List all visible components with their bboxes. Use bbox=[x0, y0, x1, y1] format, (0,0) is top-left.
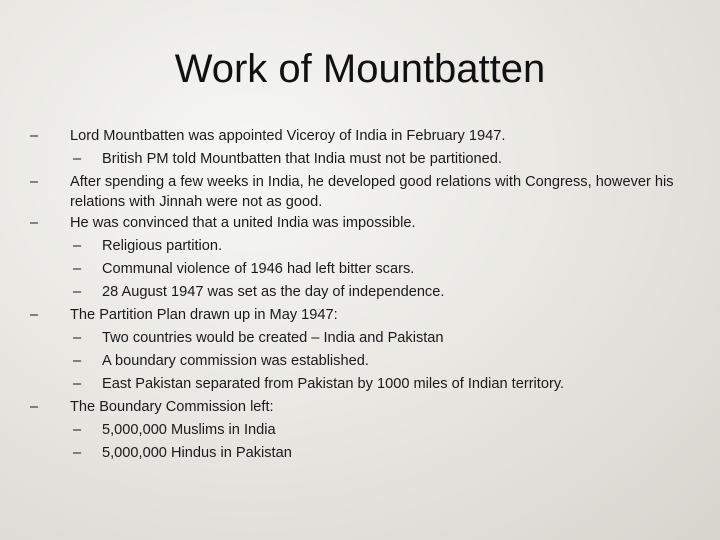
bullet-marker: – bbox=[30, 174, 39, 190]
sub-bullet-item bbox=[70, 373, 700, 396]
bullet-item bbox=[30, 171, 700, 212]
sub-bullet-marker: – bbox=[73, 238, 82, 254]
sub-bullet-marker: – bbox=[73, 422, 82, 438]
sub-bullet-marker: – bbox=[73, 151, 82, 167]
sub-bullet-marker: – bbox=[73, 376, 82, 392]
bullet-item bbox=[30, 396, 700, 465]
sub-bullet-text: 5,000,000 Hindus in Pakistan bbox=[102, 445, 292, 461]
sub-bullet-text: A boundary commission was established. bbox=[102, 353, 369, 369]
bullet-marker: – bbox=[30, 128, 39, 144]
sub-bullet-text: 5,000,000 Muslims in India bbox=[102, 422, 276, 438]
bullet-text: The Partition Plan drawn up in May 1947: bbox=[70, 307, 338, 323]
bullet-text: Lord Mountbatten was appointed Viceroy of India in February 1947. bbox=[70, 128, 506, 144]
sub-bullet-item bbox=[70, 327, 700, 350]
sub-bullet-marker: – bbox=[73, 330, 82, 346]
sub-bullet-list bbox=[70, 327, 700, 396]
bullet-item bbox=[30, 125, 700, 171]
sub-bullet-item bbox=[70, 419, 700, 442]
bullet-text: The Boundary Commission left: bbox=[70, 399, 274, 415]
sub-bullet-text: British PM told Mountbatten that India must not be partitioned. bbox=[102, 151, 502, 167]
sub-bullet-list bbox=[70, 419, 700, 465]
sub-bullet-marker: – bbox=[73, 284, 82, 300]
bullet-marker: – bbox=[30, 215, 39, 231]
bullet-item bbox=[30, 304, 700, 396]
bullet-item bbox=[30, 212, 700, 304]
bullet-list bbox=[30, 125, 700, 465]
sub-bullet-item bbox=[70, 235, 700, 258]
bullet-marker: – bbox=[30, 307, 39, 323]
bullet-text: After spending a few weeks in India, he developed good relations with Congress, however his relations with Jinnah were not as good. bbox=[70, 174, 674, 210]
sub-bullet-marker: – bbox=[73, 261, 82, 277]
sub-bullet-list bbox=[70, 235, 700, 304]
bullet-text: He was convinced that a united India was impossible. bbox=[70, 215, 416, 231]
sub-bullet-text: Two countries would be created – India and Pakistan bbox=[102, 330, 444, 346]
sub-bullet-text: Religious partition. bbox=[102, 238, 223, 254]
sub-bullet-text: East Pakistan separated from Pakistan by 1000 miles of Indian territory. bbox=[102, 376, 565, 392]
sub-bullet-list bbox=[70, 148, 700, 171]
sub-bullet-text: Communal violence of 1946 had left bitter scars. bbox=[102, 261, 415, 277]
bullet-marker: – bbox=[30, 399, 39, 415]
sub-bullet-item bbox=[70, 442, 700, 465]
sub-bullet-item bbox=[70, 258, 700, 281]
slide-title: Work of Mountbatten bbox=[174, 47, 546, 91]
sub-bullet-marker: – bbox=[73, 353, 82, 369]
sub-bullet-item bbox=[70, 281, 700, 304]
sub-bullet-item bbox=[70, 148, 700, 171]
sub-bullet-item bbox=[70, 350, 700, 373]
sub-bullet-text: 28 August 1947 was set as the day of independence. bbox=[102, 284, 445, 300]
sub-bullet-marker: – bbox=[73, 445, 82, 461]
